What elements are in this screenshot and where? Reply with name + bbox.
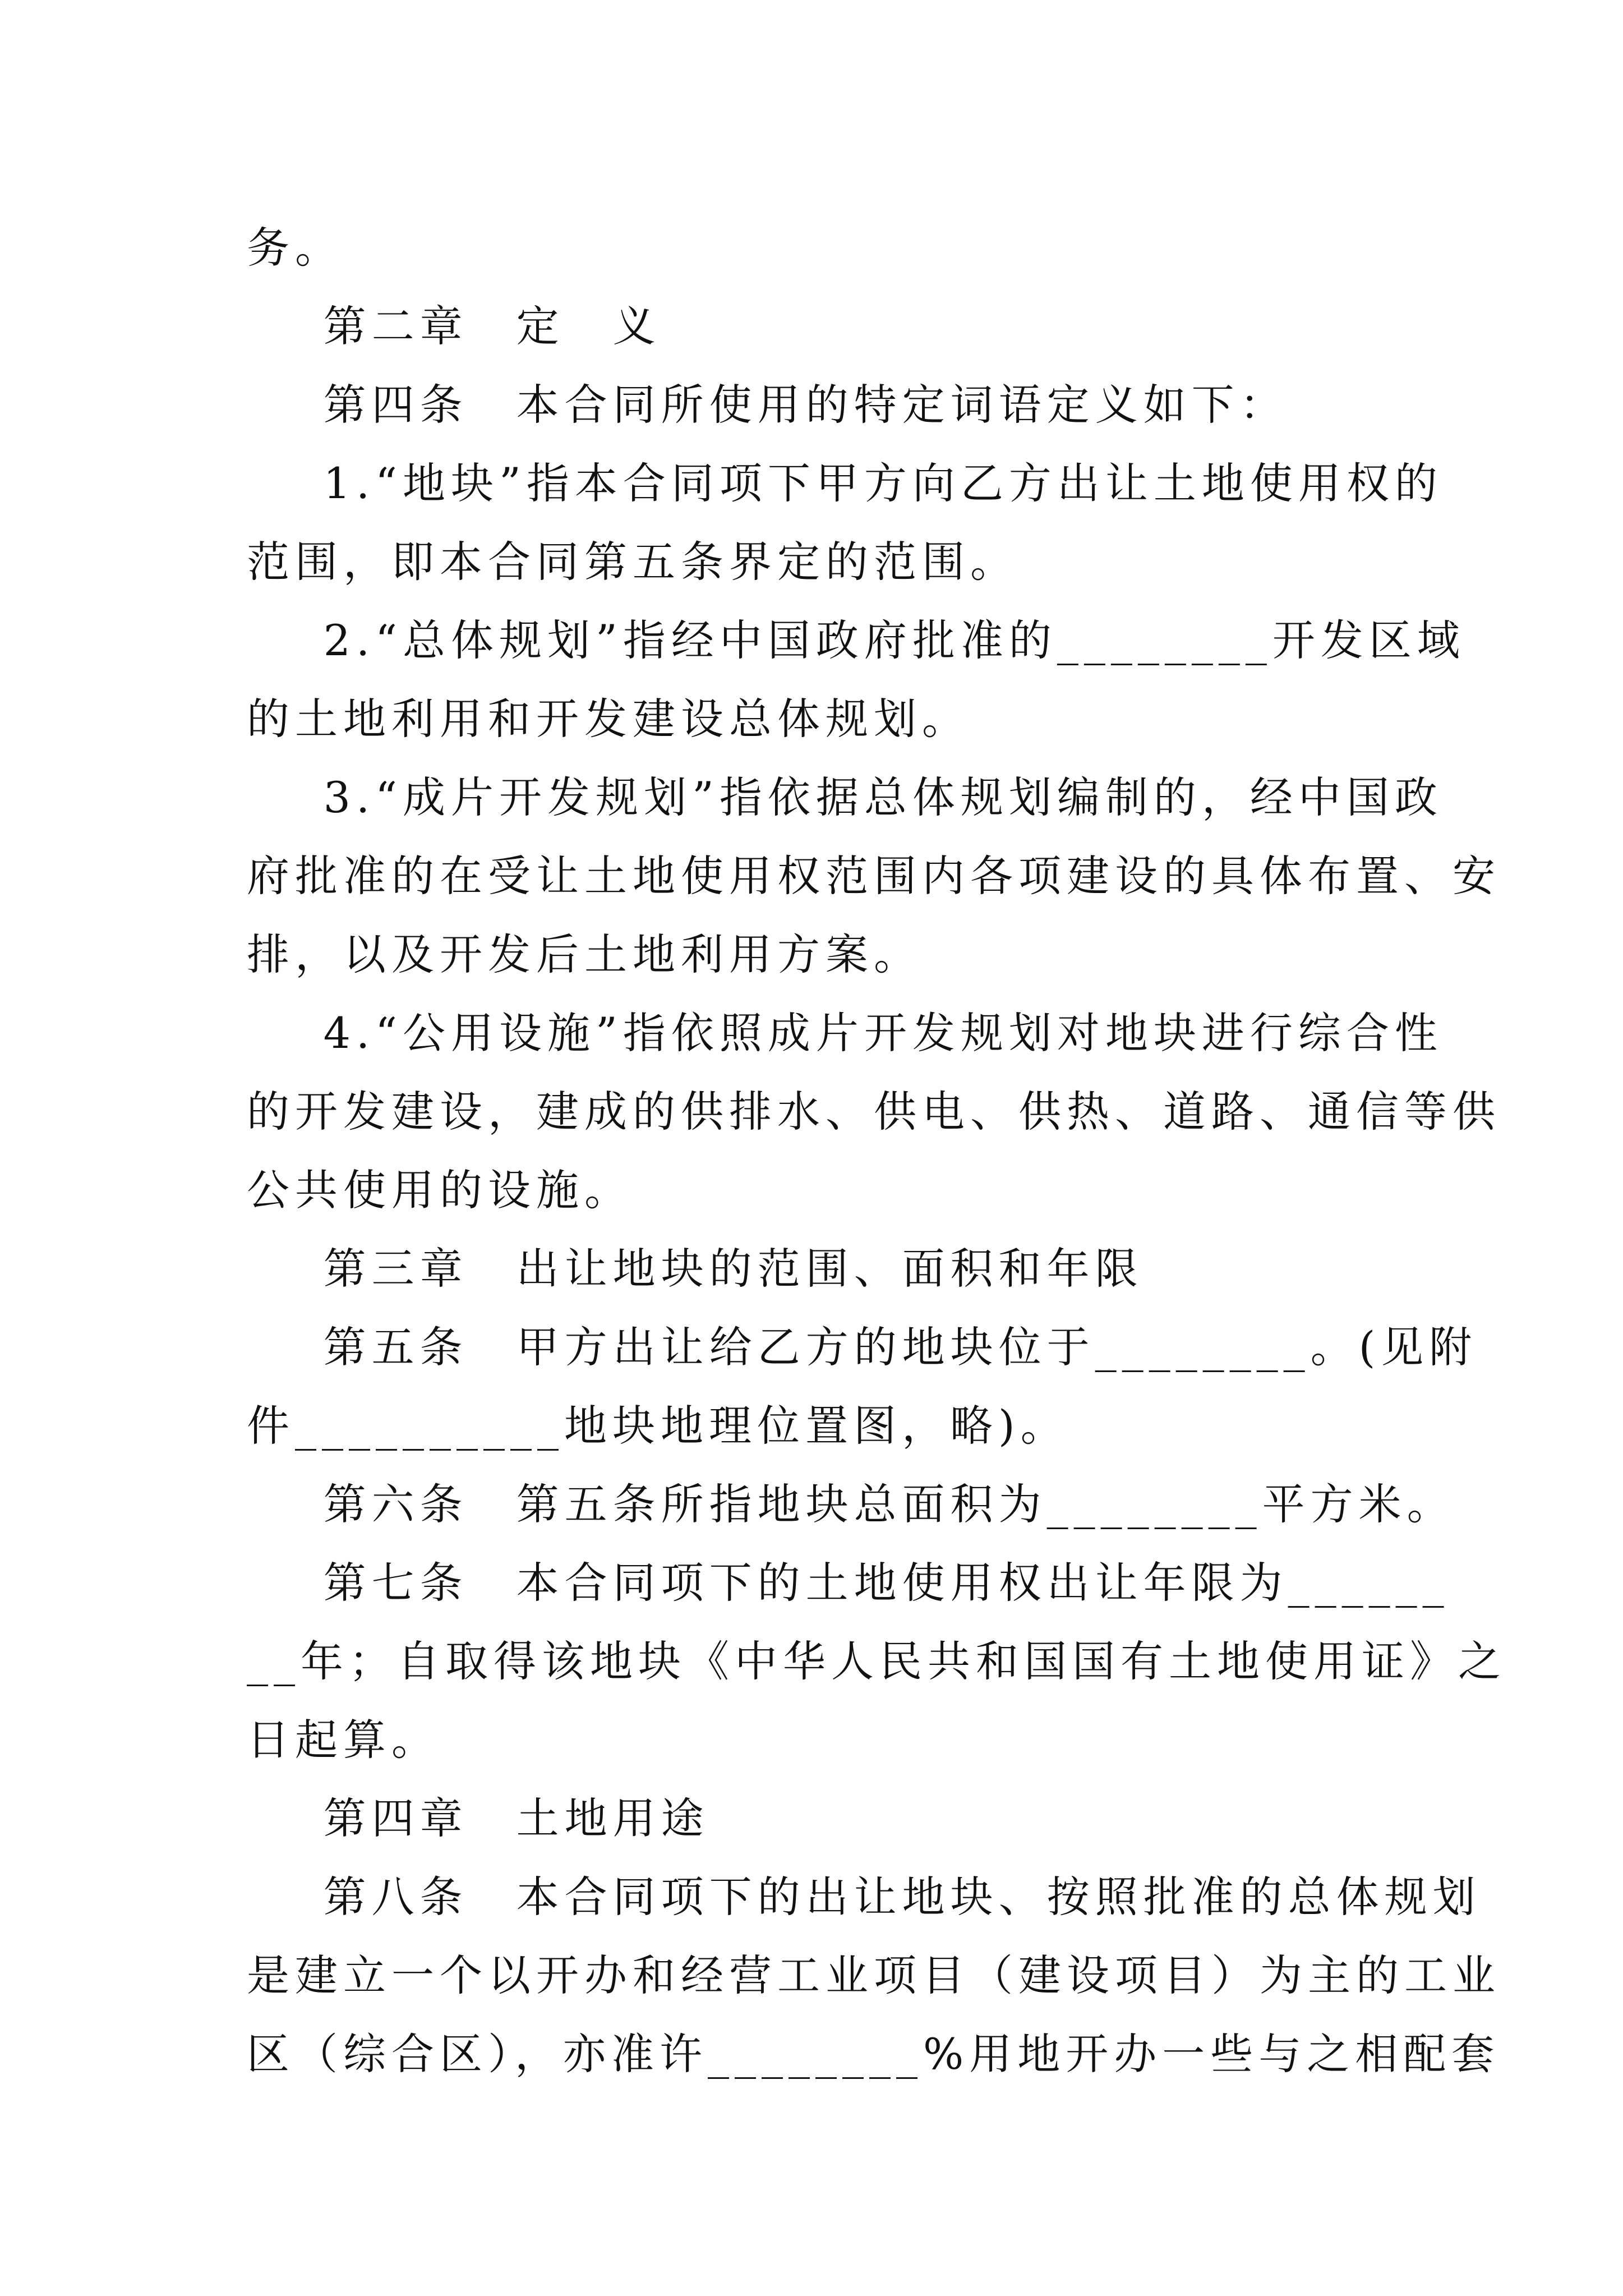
text-line-1: 务。 xyxy=(247,223,343,273)
text-line-6: 2.“总体规划”指经中国政府批准的________开发区域 xyxy=(247,615,1465,665)
chapter-4-heading: 第四章 土地用途 xyxy=(247,1793,709,1843)
text-line-11: 4.“公用设施”指依照成片开发规划对地块进行综合性 xyxy=(247,1008,1443,1058)
text-line-9: 府批准的在受让土地使用权范围内各项建设的具体布置、安 xyxy=(247,851,1501,901)
text-line-12: 的开发建设，建成的供排水、供电、供热、道路、通信等供 xyxy=(247,1087,1501,1137)
article-7-line-3: 日起算。 xyxy=(247,1715,440,1765)
article-5-line-1: 第五条 甲方出让给乙方的地块位于________。(见附 xyxy=(247,1322,1478,1372)
chapter-2-heading: 第二章 定 义 xyxy=(247,301,661,351)
article-7-line-1: 第七条 本合同项下的土地使用权出让年限为______ xyxy=(247,1558,1450,1608)
chapter-3-heading: 第三章 出让地块的范围、面积和年限 xyxy=(247,1244,1144,1294)
article-8-line-2: 是建立一个以开办和经营工业项目（建设项目）为主的工业 xyxy=(247,1950,1501,2000)
text-line-10: 排，以及开发后土地利用方案。 xyxy=(247,930,922,979)
text-line-13: 公共使用的设施。 xyxy=(247,1165,633,1215)
text-line-5: 范围，即本合同第五条界定的范围。 xyxy=(247,537,1018,587)
article-5-line-2: 件__________地块地理位置图，略)。 xyxy=(247,1401,1069,1451)
article-8-line-1: 第八条 本合同项下的出让地块、按照批准的总体规划 xyxy=(247,1872,1481,1922)
article-7-line-2: __年；自取得该地块《中华人民共和国国有土地使用证》之 xyxy=(247,1636,1506,1686)
text-line-7: 的土地利用和开发建设总体规划。 xyxy=(247,694,970,744)
article-6: 第六条 第五条所指地块总面积为________平方米。 xyxy=(247,1479,1455,1529)
article-4-intro: 第四条 本合同所使用的特定词语定义如下： xyxy=(247,380,1288,430)
article-8-line-3: 区（综合区），亦准许________%用地开办一些与之相配套 xyxy=(247,2029,1500,2079)
text-line-8: 3.“成片开发规划”指依据总体规划编制的，经中国政 xyxy=(247,772,1443,822)
text-line-4: 1.“地块”指本合同项下甲方向乙方出让土地使用权的 xyxy=(247,458,1443,508)
